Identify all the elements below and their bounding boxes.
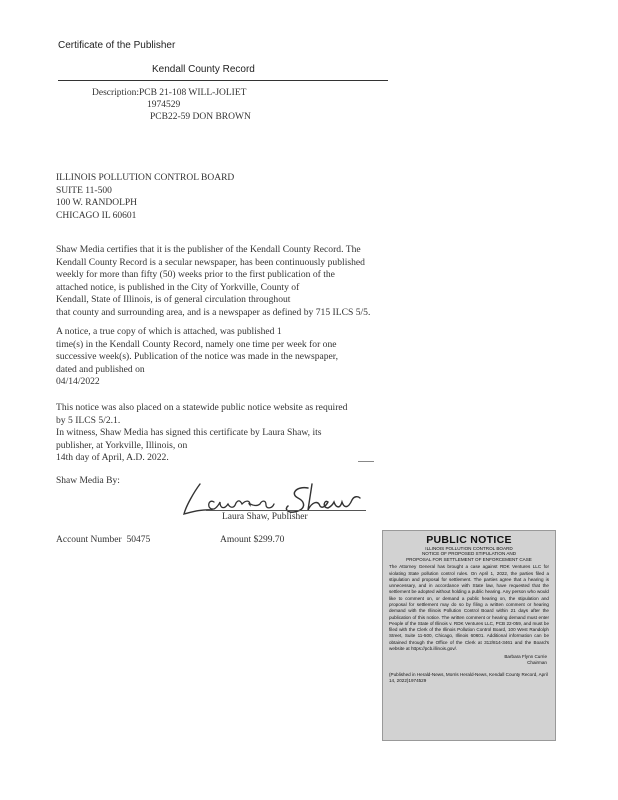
recipient-street: 100 W. RANDOLPH: [56, 198, 138, 209]
certification-paragraph: [56, 244, 370, 320]
clipping-subtitle-line: ILLINOIS POLLUTION CONTROL BOARD: [425, 546, 513, 551]
paragraph-line: This notice was also placed on a statewide public notice website as required: [56, 402, 348, 413]
paragraph-line: publisher, at Yorkville, Illinois, on: [56, 439, 188, 451]
paragraph-line: dated and published on: [56, 363, 145, 375]
paragraph-line: In witness, Shaw Media has signed this certificate by Laura Shaw, its: [56, 427, 322, 439]
clipping-signer-name: Barbara Flynn Currie: [504, 654, 547, 660]
witness-date: 14th day of April, A.D. 2022.: [56, 452, 169, 464]
paragraph-line: time(s) in the Kendall County Record, namely one time per week for one: [56, 338, 337, 350]
statewide-paragraph: [56, 402, 347, 465]
clipping-subtitle-line: NOTICE OF PROPOSED STIPULATION AND: [421, 551, 517, 557]
recipient-suite: SUITE 11-500: [56, 185, 112, 196]
paragraph-line: Shaw Media certifies that it is the publisher of the Kendall County Record. The: [56, 244, 361, 255]
paragraph-line: Kendall County Record is a secular newspaper, has been continuously published: [56, 256, 365, 268]
certificate-title: Certificate of the Publisher: [58, 40, 176, 51]
description-line-2: 1974529: [147, 100, 181, 110]
clipping-signer-title: Chairman: [527, 659, 547, 665]
description-label: Description:: [92, 88, 139, 98]
clipping-body: The Attorney General has brought a case against RDK Ventures LLC for violating State pollution control rules. On April 1, 2022, the parties filed a stipulation and proposal for settlement. The parties agree that a hearing is unnecessary, and in accordance with State law, have requested that the settlement be adopted without holding a public hearing. Any person who would like to comment on, or demand a public hearing on, the stipulation and proposal for settlement may do so by filing a written comment or hearing demand with the Illinois Pollution Control Board within 21 days after the publication of this notice. The written comment or hearing demand must enter People of the State of Illinois v. RDK Ventures LLC, PCB 22-059, and must be filed with the Clerk of the Illinois Pollution Control Board, 100 West Randolph Street, Suite 11-500, Chicago, Illinois 60601. Additional information can be obtained through the Office of the Clerk at 312/814-3461 and the Board's website at https://pcb.illinois.gov/.: [389, 564, 549, 652]
account-number-label: Account Number: [56, 535, 122, 545]
paragraph-line: successive week(s). Publication of the notice was made in the newspaper,: [56, 351, 339, 363]
public-notice-clipping: [382, 530, 556, 741]
description-line-3: PCB22-59 DON BROWN: [150, 112, 251, 122]
clipping-title: PUBLIC NOTICE: [426, 534, 512, 546]
amount-label: Amount: [220, 535, 252, 545]
signer-printed-name: Laura Shaw, Publisher: [222, 512, 308, 522]
publication-paragraph: [56, 326, 338, 389]
description-line-1: PCB 21-108 WILL-JOLIET: [138, 88, 247, 98]
clipping-subtitle: [383, 546, 555, 562]
recipient-address: [56, 172, 234, 222]
paragraph-line: that county and surrounding area, and is a newspaper as defined by 715 ILCS 5/5.: [56, 306, 371, 318]
recipient-city: CHICAGO IL 60601: [56, 210, 137, 221]
signature-line: [206, 510, 366, 511]
amount: [220, 535, 284, 545]
short-dash: [358, 461, 374, 462]
paragraph-line: A notice, a true copy of which is attached, was published 1: [56, 326, 282, 337]
account-number: [56, 535, 150, 545]
paragraph-line: attached notice, is published in the City of Yorkville, County of: [56, 281, 300, 293]
description-block: [92, 88, 246, 98]
paragraph-line: by 5 ILCS 5/2.1.: [56, 414, 121, 426]
header-divider: [58, 80, 388, 81]
clipping-footer: (Published in Herald-News, Morris Herald-News, Kendall County Record, April 14, 2022)1974529: [389, 671, 548, 683]
newspaper-name: Kendall County Record: [152, 64, 255, 75]
publication-date: 04/14/2022: [56, 376, 100, 388]
paragraph-line: weekly for more than fifty (50) weeks prior to the first publication of the: [56, 269, 335, 281]
shaw-media-by-label: Shaw Media By:: [56, 476, 120, 486]
paragraph-line: Kendall, State of Illinois, is of general circulation throughout: [56, 294, 291, 306]
clipping-subtitle-line: PROPOSAL FOR SETTLEMENT OF ENFORCEMENT CASE: [406, 556, 532, 562]
recipient-name: ILLINOIS POLLUTION CONTROL BOARD: [56, 173, 235, 183]
clipping-signer: [383, 654, 547, 665]
account-number-value: 50475: [126, 535, 151, 545]
amount-value: $299.70: [253, 535, 285, 545]
